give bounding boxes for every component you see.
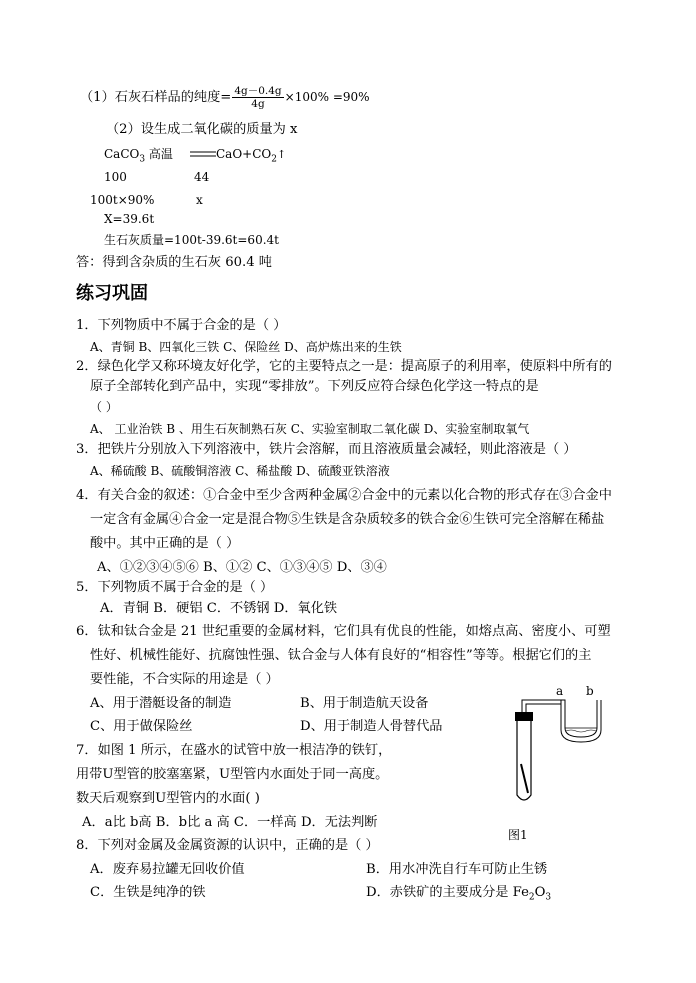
equation-line: [104, 145, 173, 163]
q7-options: A．a比 b高 B．b比 a 高 C．一样高 D．无法判断: [82, 815, 378, 830]
purity-denominator: 4g: [251, 98, 265, 110]
q6-line3: 要性能，不合实际的用途是（ ）: [90, 672, 279, 687]
q6-option-d: D、用于制造人骨替代品: [300, 719, 443, 734]
q8-option-c: C．生铁是纯净的铁: [90, 885, 206, 900]
q2-line3: （ ）: [90, 400, 118, 414]
q2-line1: 2．绿色化学又称环境友好化学，它的主要特点之一是：提高原子的利用率，使原料中所有的: [76, 359, 612, 374]
q7-line2: 用带U型管的胶塞塞紧，U型管内水面处于同一高度。: [76, 767, 389, 782]
eq-left: CaCO: [104, 147, 140, 161]
x-value: X=39.6t: [104, 212, 155, 226]
purity-fraction: [232, 85, 283, 110]
q4-options: A、①②③④⑤⑥ B、①② C、①③④⑤ D、③④: [97, 560, 387, 575]
purity-line: [80, 85, 370, 110]
q8-option-d-o: O: [534, 885, 546, 900]
q5-stem: 5．下列物质不属于合金的是（ ）: [76, 580, 274, 595]
figure-label-b: b: [586, 684, 594, 698]
test-tube: [517, 721, 531, 800]
purity-suffix: ×100% =90%: [284, 90, 370, 104]
q6-line2: 性好、机械性能好、抗腐蚀性强、钛合金与人体有良好的“相容性”等等。根据它们的主: [90, 648, 592, 663]
eq-right: CaO+CO: [216, 147, 272, 161]
purity-prefix: （1）石灰石样品的纯度=: [80, 90, 232, 105]
q3-stem: 3．把铁片分别放入下列溶液中，铁片会溶解，而且溶液质量会减轻，则此溶液是（ ）: [76, 442, 577, 457]
purity-numerator: 4g－0.4g: [234, 85, 282, 97]
q4-line1: 4．有关合金的叙述：①合金中至少含两种金属②合金中的元素以化合物的形式存在③合金中: [76, 488, 612, 503]
q5-options: A．青铜 B．硬铝 C．不锈钢 D．氧化铁: [100, 601, 338, 616]
ratio-row-a-2: 44: [194, 170, 210, 184]
q6-option-b: B、用于制造航天设备: [300, 696, 429, 711]
q8-option-d-text: D．赤铁矿的主要成分是 Fe: [366, 885, 529, 900]
gas-arrow-icon: ↑: [276, 148, 287, 161]
q8-stem: 8．下列对金属及金属资源的认识中，正确的是（ ）: [76, 838, 379, 853]
answer-line: 答：得到含杂质的生石灰 60.4 吨: [76, 255, 272, 270]
iron-nail: [521, 764, 528, 793]
ratio-row-b-2: x: [196, 193, 203, 207]
water-wave: [566, 730, 596, 732]
figure-apparatus: [505, 680, 615, 810]
q4-line3: 酸中。其中正确的是（ ）: [90, 536, 240, 551]
q1-stem: 1．下列物质中不属于合金的是（ ）: [76, 318, 287, 333]
rubber-stopper: [515, 712, 533, 721]
eq-cond: 高温: [145, 147, 173, 161]
q6-option-c: C、用于做保险丝: [90, 719, 193, 734]
q2-line2: 原子全部转化到产品中，实现“零排放”。下列反应符合绿色化学这一特点的是: [90, 379, 539, 394]
q8-option-d-sub2: 2: [528, 892, 535, 903]
u-tube-inner: [565, 700, 597, 737]
q8-option-a: A．废弃易拉罐无回收价值: [90, 862, 245, 877]
q2-options: A、 工业治铁 B 、用生石灰制熟石灰 C、实验室制取二氧化碳 D、实验室制取氧气: [90, 422, 530, 436]
section-title: 练习巩固: [76, 283, 148, 304]
q8-option-d-sub3: 3: [545, 892, 552, 903]
q1-options: A、青铜 B、四氧化三铁 C、保险丝 D、高炉炼出来的生铁: [90, 340, 402, 354]
q3-options: A、稀硫酸 B、硫酸铜溶液 C、稀盐酸 D、硫酸亚铁溶液: [90, 464, 390, 478]
quicklime-mass: 生石灰质量=100t-39.6t=60.4t: [104, 233, 279, 247]
q6-option-a: A、用于潜艇设备的制造: [90, 696, 232, 711]
q8-option-b: B．用水冲洗自行车可防止生锈: [366, 862, 548, 877]
figure-caption: 图1: [508, 828, 528, 842]
step2-line: （2）设生成二氧化碳的质量为 x: [106, 122, 298, 137]
ratio-row-b-1: 100t×90%: [90, 193, 155, 207]
q8-option-d: [366, 884, 551, 902]
u-tube-outer: [561, 700, 601, 742]
figure-label-a: a: [556, 684, 564, 698]
q6-line1: 6．钛和钛合金是 21 世纪重要的金属材料，它们具有优良的性能，如熔点高、密度小、可塑: [76, 624, 611, 639]
eq-sub3: 3: [139, 154, 146, 165]
equation-right: [216, 145, 286, 164]
q7-line3: 数天后观察到U型管内的水面( ): [76, 791, 260, 806]
eq-sub2: 2: [271, 154, 277, 165]
q7-line1: 7．如图 1 所示，在盛水的试管中放一根洁净的铁钉，: [76, 743, 392, 758]
equation-equals-sign: [190, 150, 216, 158]
ratio-row-a-1: 100: [104, 170, 127, 184]
q4-line2: 一定含有金属④合金一定是混合物⑤生铁是含杂质较多的铁合金⑥生铁可完全溶解在稀盐: [90, 512, 605, 527]
